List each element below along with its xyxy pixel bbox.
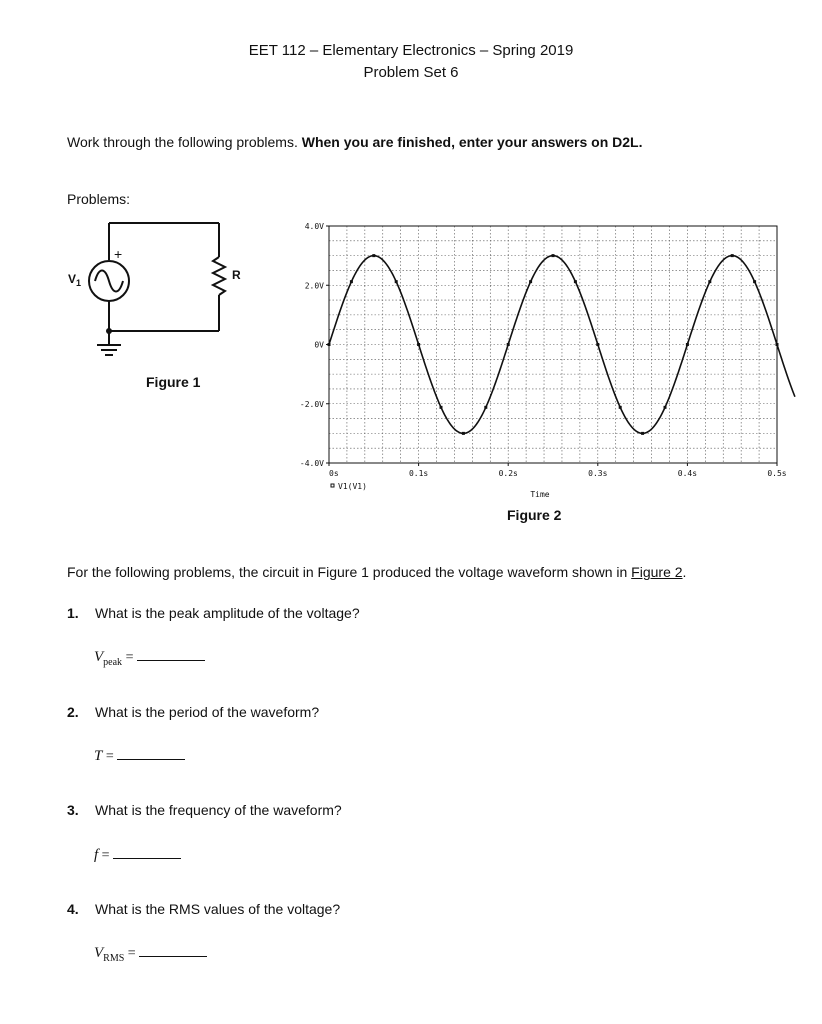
data-point-marker [484,406,487,409]
y-tick-label: -4.0V [299,459,324,468]
resistor-label: R [232,268,241,282]
question-1: 1. What is the peak amplitude of the voltage? [67,605,360,621]
data-point-marker [776,343,779,346]
y-tick-label: -2.0V [299,399,324,409]
intro-paragraph [67,134,643,150]
instructions-text: For the following problems, the circuit in Figure 1 produced the voltage waveform shown in [67,564,632,580]
sine-glyph-icon [95,271,123,292]
data-point-marker [641,432,644,435]
answer-blank-1[interactable] [137,648,205,661]
figure-2-link[interactable]: Figure 2 [631,564,683,580]
question-text: What is the peak amplitude of the voltage? [95,605,360,621]
answer-3: f = [94,846,181,864]
figure-1-caption: Figure 1 [146,374,201,390]
legend-label: V1(V1) [338,482,367,491]
figure-2-caption: Figure 2 [507,507,562,523]
data-point-marker [686,343,689,346]
x-tick-label: 0.4s [677,469,698,478]
question-3: 3. What is the frequency of the waveform? [67,802,342,818]
answer-blank-2[interactable] [117,747,185,760]
question-text: What is the RMS values of the voltage? [95,901,341,917]
data-point-marker [753,280,756,283]
answer-4: $V_{RMS}$ = [94,944,207,964]
data-point-marker [619,406,622,409]
y-tick-label: 0V [314,340,324,350]
x-tick-label: 0.1s [408,469,429,478]
data-point-marker [462,432,465,435]
y-tick-label: 4.0V [304,222,324,231]
data-point-marker [552,254,555,257]
x-tick-label: 0s [329,469,339,478]
data-point-marker [372,254,375,257]
resistor-icon [213,257,225,295]
problem-set-title: Problem Set 6 [363,64,459,81]
legend [331,482,367,491]
course-title: EET 112 – Elementary Electronics – Spring 2019 [248,42,574,59]
question-text: What is the frequency of the waveform? [95,802,342,818]
y-axis [300,222,329,468]
ground-icon [97,345,121,355]
legend-marker [331,484,334,487]
answer-1: $V_{peak}$ = [94,648,205,668]
data-point-marker [596,343,599,346]
source-label: $V_1$ [68,272,82,288]
data-point-marker [574,280,577,283]
instructions-paragraph [67,564,686,580]
circuit-schematic [64,215,244,375]
data-point-marker [731,254,734,257]
plus-sign: + [114,246,123,262]
data-point-marker [664,406,667,409]
answer-blank-4[interactable] [139,944,207,957]
instructions-end: . [682,564,687,580]
data-point-marker [440,406,443,409]
intro-text: Work through the following problems. [67,134,302,150]
y-tick-label: 2.0V [304,281,324,291]
x-tick-label: 0.5s [767,469,787,478]
data-point-marker [350,280,353,283]
x-tick-label: 0.2s [498,469,518,478]
data-point-marker [507,343,510,346]
data-point-marker [395,280,398,283]
waveform-chart [282,222,787,502]
intro-bold-text: When you are finished, enter your answers on D2L. [301,134,643,150]
x-axis [329,463,787,478]
question-2: 2. What is the period of the waveform? [67,704,320,720]
node-dot [106,328,112,334]
data-point-marker [708,280,711,283]
data-point-marker [417,343,420,346]
answer-2: T = [94,747,185,765]
question-4: 4. What is the RMS values of the voltage? [67,901,341,917]
chart-grid [329,226,777,463]
answer-blank-3[interactable] [113,846,181,859]
data-point-marker [529,280,532,283]
x-axis-label: Time [530,490,550,499]
x-tick-label: 0.3s [588,469,608,478]
data-point-marker [328,343,331,346]
document-header [0,40,822,84]
problems-label: Problems: [67,191,131,207]
question-text: What is the period of the waveform? [95,704,320,720]
